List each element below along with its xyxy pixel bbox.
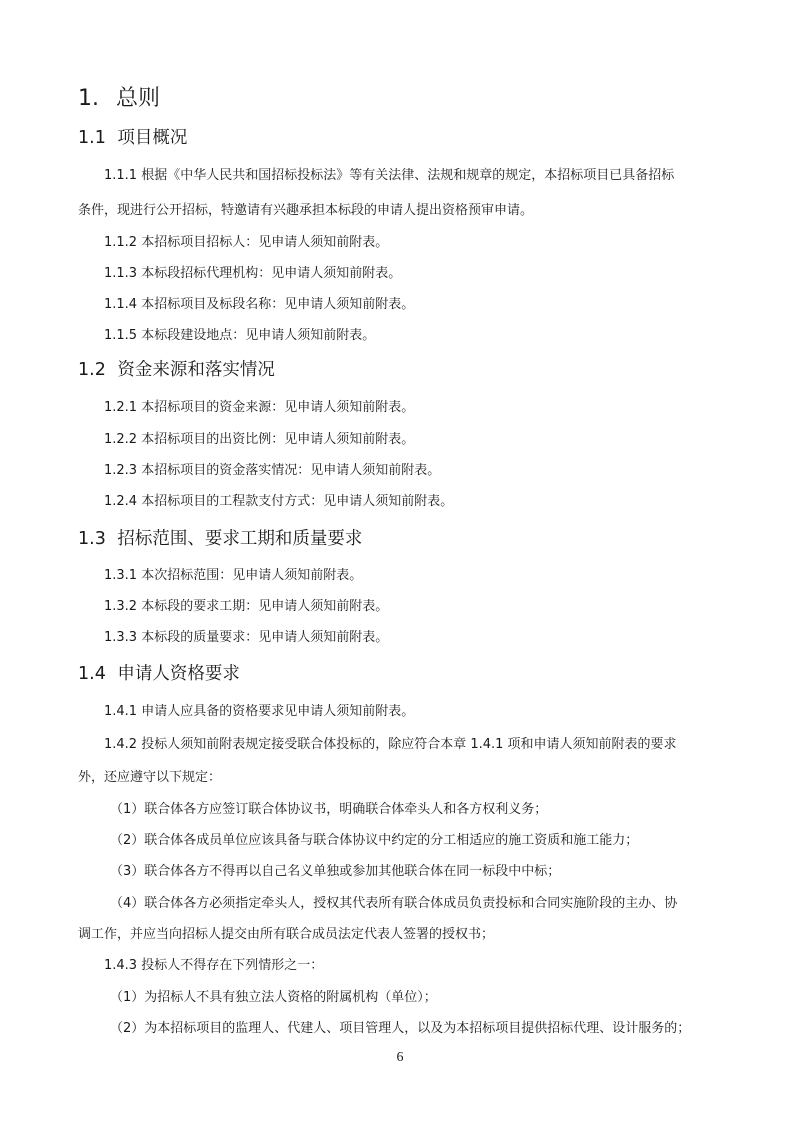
section-title: 资金来源和落实情况 (117, 360, 275, 380)
section-title: 申请人资格要求 (117, 664, 240, 684)
paragraph-1-4-2-line1: 1.4.2 投标人须知前附表规定接受联合体投标的，除应符合本章 1.4.1 项和申请人须知前附表的要求 (104, 737, 677, 752)
section-heading-1-3 (78, 527, 362, 551)
paragraph-1-4-3: 1.4.3 投标人不得存在下列情形之一： (104, 958, 324, 973)
paragraph-1-3-1: 1.3.1 本次招标范围：见申请人须知前附表。 (104, 568, 363, 583)
section-heading-1-4 (78, 662, 240, 686)
paragraph-1-1-1-line2: 条件，现进行公开招标，特邀请有兴趣承担本标段的申请人提出资格预审申请。 (78, 203, 534, 218)
paragraph-1-3-2: 1.3.2 本标段的要求工期：见申请人须知前附表。 (104, 599, 389, 614)
section-number: 1.2 (78, 360, 106, 380)
paragraph-1-2-4: 1.2.4 本招标项目的工程款支付方式：见申请人须知前附表。 (104, 494, 454, 509)
paragraph-1-2-1: 1.2.1 本招标项目的资金来源：见申请人须知前附表。 (104, 400, 415, 415)
exclusion-item-2: （2）为本招标项目的监理人、代建人、项目管理人，以及为本招标项目提供招标代理、设计服务的； (110, 1021, 691, 1036)
page-number: 6 (396, 1050, 404, 1065)
section-title: 招标范围、要求工期和质量要求 (117, 529, 363, 549)
section-number: 1.1 (78, 128, 106, 148)
chapter-number: 1. (78, 86, 99, 111)
chapter-title: 总则 (116, 86, 161, 111)
paragraph-1-1-2: 1.1.2 本招标项目招标人：见申请人须知前附表。 (104, 235, 389, 250)
paragraph-1-2-2: 1.2.2 本招标项目的出资比例：见申请人须知前附表。 (104, 432, 415, 447)
paragraph-1-1-1-line1: 1.1.1 根据《中华人民共和国招标投标法》等有关法律、法规和规章的规定，本招标项目已具备招标 (104, 168, 675, 183)
list-item-3: （3）联合体各方不得再以自己名义单独或参加其他联合体在同一标段中中标； (110, 864, 561, 879)
paragraph-1-1-3: 1.1.3 本标段招标代理机构：见申请人须知前附表。 (104, 266, 402, 281)
exclusion-item-1: （1）为招标人不具有独立法人资格的附属机构（单位）； (110, 990, 437, 1005)
section-heading-1-1 (78, 126, 187, 150)
section-number: 1.4 (78, 664, 106, 684)
paragraph-1-4-2-line2: 外，还应遵守以下规定： (78, 770, 222, 785)
section-number: 1.3 (78, 529, 106, 549)
list-item-4-line1: （4）联合体各方必须指定牵头人，授权其代表所有联合体成员负责投标和合同实施阶段的主办、协 (110, 896, 678, 911)
section-title: 项目概况 (117, 128, 188, 148)
paragraph-1-1-4: 1.1.4 本招标项目及标段名称：见申请人须知前附表。 (104, 297, 415, 312)
paragraph-1-4-1: 1.4.1 申请人应具备的资格要求见申请人须知前附表。 (104, 704, 415, 719)
list-item-2: （2）联合体各成员单位应该具备与联合体协议中约定的分工相适应的施工资质和施工能力； (110, 833, 639, 848)
section-heading-1-2 (78, 358, 275, 382)
paragraph-1-3-3: 1.3.3 本标段的质量要求：见申请人须知前附表。 (104, 630, 389, 645)
paragraph-1-2-3: 1.2.3 本招标项目的资金落实情况：见申请人须知前附表。 (104, 463, 441, 478)
list-item-4-line2: 调工作，并应当向招标人提交由所有联合成员法定代表人签署的授权书； (78, 927, 495, 942)
chapter-heading (78, 84, 160, 114)
paragraph-1-1-5: 1.1.5 本标段建设地点：见申请人须知前附表。 (104, 328, 376, 343)
list-item-1: （1）联合体各方应签订联合体协议书，明确联合体牵头人和各方权利义务； (110, 802, 548, 817)
